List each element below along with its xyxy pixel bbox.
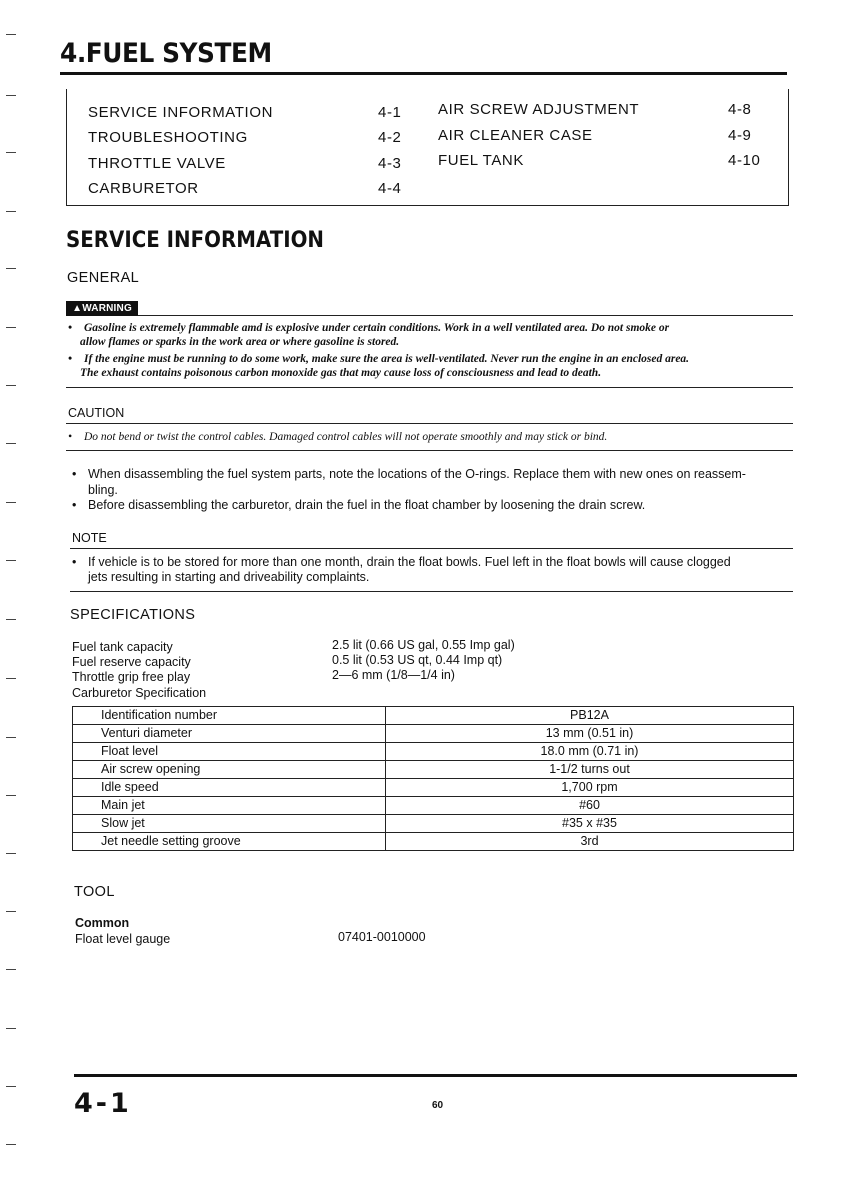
table-row xyxy=(73,797,794,815)
toc-item-page: 4-8 xyxy=(728,101,752,118)
warning-badge xyxy=(66,301,138,316)
spec-value: 0.5 lit (0.53 US qt, 0.44 Imp qt) xyxy=(332,653,503,667)
table-cell-value: 18.0 mm (0.71 in) xyxy=(386,743,794,761)
warning-bottom-rule xyxy=(66,387,793,388)
general-heading: GENERAL xyxy=(67,270,140,286)
note-rule xyxy=(70,548,793,549)
table-cell-label: Idle speed xyxy=(73,779,386,797)
toc-item-label[interactable]: CARBURETOR xyxy=(88,180,199,197)
toc-item-label[interactable]: THROTTLE VALVE xyxy=(88,155,226,172)
table-row xyxy=(73,725,794,743)
table-cell-label: Slow jet xyxy=(73,815,386,833)
title-rule xyxy=(60,72,787,75)
bullet: • xyxy=(72,555,77,569)
bullet: • xyxy=(68,353,73,365)
chapter-title: 4.FUEL SYSTEM xyxy=(60,38,272,69)
table-row xyxy=(73,779,794,797)
caution-label: CAUTION xyxy=(68,406,125,420)
spec-value: 2.5 lit (0.66 US gal, 0.55 Imp gal) xyxy=(332,638,515,652)
table-cell-value: 3rd xyxy=(386,833,794,851)
tool-name: Float level gauge xyxy=(75,932,171,946)
table-cell-label: Air screw opening xyxy=(73,761,386,779)
toc-item-label[interactable]: SERVICE INFORMATION xyxy=(88,104,274,121)
tool-heading: TOOL xyxy=(74,884,115,900)
table-cell-label: Identification number xyxy=(73,707,386,725)
table-row xyxy=(73,833,794,851)
table-row xyxy=(73,761,794,779)
toc-item-page: 4-9 xyxy=(728,127,752,144)
caution-bottom-rule xyxy=(66,450,793,451)
toc-item-page: 4-10 xyxy=(728,152,761,169)
page-number: 4-1 xyxy=(74,1088,132,1119)
toc-item-label[interactable]: AIR SCREW ADJUSTMENT xyxy=(438,101,640,118)
table-cell-value: 1,700 rpm xyxy=(386,779,794,797)
toc-item-label[interactable]: TROUBLESHOOTING xyxy=(88,129,248,146)
table-row xyxy=(73,743,794,761)
note-text: • If vehicle is to be stored for more than one month, drain the float bowls. Fuel left in the float bowls will cause clogged jets resulting in starting and driveability complaints. xyxy=(72,555,731,584)
note-item: • When disassembling the fuel system parts, note the locations of the O-rings. Replace them with new ones on reassem- bling. xyxy=(72,467,746,497)
table-cell-value: 13 mm (0.51 in) xyxy=(386,725,794,743)
table-cell-label: Jet needle setting groove xyxy=(73,833,386,851)
table-cell-label: Float level xyxy=(73,743,386,761)
toc-item-page: 4-1 xyxy=(378,104,402,121)
note-label: NOTE xyxy=(72,531,107,545)
page-index: 60 xyxy=(432,1100,444,1111)
toc-item-label[interactable]: AIR CLEANER CASE xyxy=(438,127,593,144)
section-title: SERVICE INFORMATION xyxy=(66,228,324,253)
table-cell-value: #60 xyxy=(386,797,794,815)
warning-label: WARNING xyxy=(82,303,132,314)
note-item: • Before disassembling the carburetor, drain the fuel in the float chamber by loosening the drain screw. xyxy=(72,498,646,512)
spec-label: Carburetor Specification xyxy=(72,686,207,700)
spec-label: Fuel reserve capacity xyxy=(72,655,191,669)
table-row xyxy=(73,707,794,725)
toc-item-page: 4-4 xyxy=(378,180,402,197)
table-cell-label: Main jet xyxy=(73,797,386,815)
toc-item-page: 4-3 xyxy=(378,155,402,172)
carburetor-spec-table xyxy=(72,706,794,851)
table-cell-label: Venturi diameter xyxy=(73,725,386,743)
table-cell-value: 1-1/2 turns out xyxy=(386,761,794,779)
bullet: • xyxy=(68,431,73,443)
bullet: • xyxy=(72,498,77,512)
table-cell-value: #35 x #35 xyxy=(386,815,794,833)
warning-item: • If the engine must be running to do some work, make sure the area is well-ventilated. Never run the engine in an enclosed area. The exhaust contains poisonous carbon monoxide gas that may cause loss of consciousness and lead to death. xyxy=(68,353,690,379)
warning-rule xyxy=(138,315,793,316)
spec-label: Fuel tank capacity xyxy=(72,640,173,654)
tool-subheading: Common xyxy=(75,916,130,930)
bullet: • xyxy=(68,322,73,334)
toc-item-page: 4-2 xyxy=(378,129,402,146)
spec-value: 2—6 mm (1/8—1/4 in) xyxy=(332,668,455,682)
specifications-heading: SPECIFICATIONS xyxy=(70,607,196,623)
table-row xyxy=(73,815,794,833)
toc-item-label[interactable]: FUEL TANK xyxy=(438,152,524,169)
warning-item: • Gasoline is extremely flammable amd is explosive under certain conditions. Work in a well ventilated area. Do not smoke or allow flames or sparks in the work area or where gasoline is stored. xyxy=(68,322,670,348)
bullet: • xyxy=(72,467,77,481)
table-cell-value: PB12A xyxy=(386,707,794,725)
caution-item: • Do not bend or twist the control cables. Damaged control cables will not operate smoothly and may stick or bind. xyxy=(68,431,608,443)
caution-rule xyxy=(66,423,793,424)
note-bottom-rule xyxy=(70,591,793,592)
spec-label: Throttle grip free play xyxy=(72,670,191,684)
footer-rule xyxy=(74,1074,797,1077)
tool-number: 07401-0010000 xyxy=(338,930,426,944)
warning-icon: ▲ xyxy=(72,303,83,314)
